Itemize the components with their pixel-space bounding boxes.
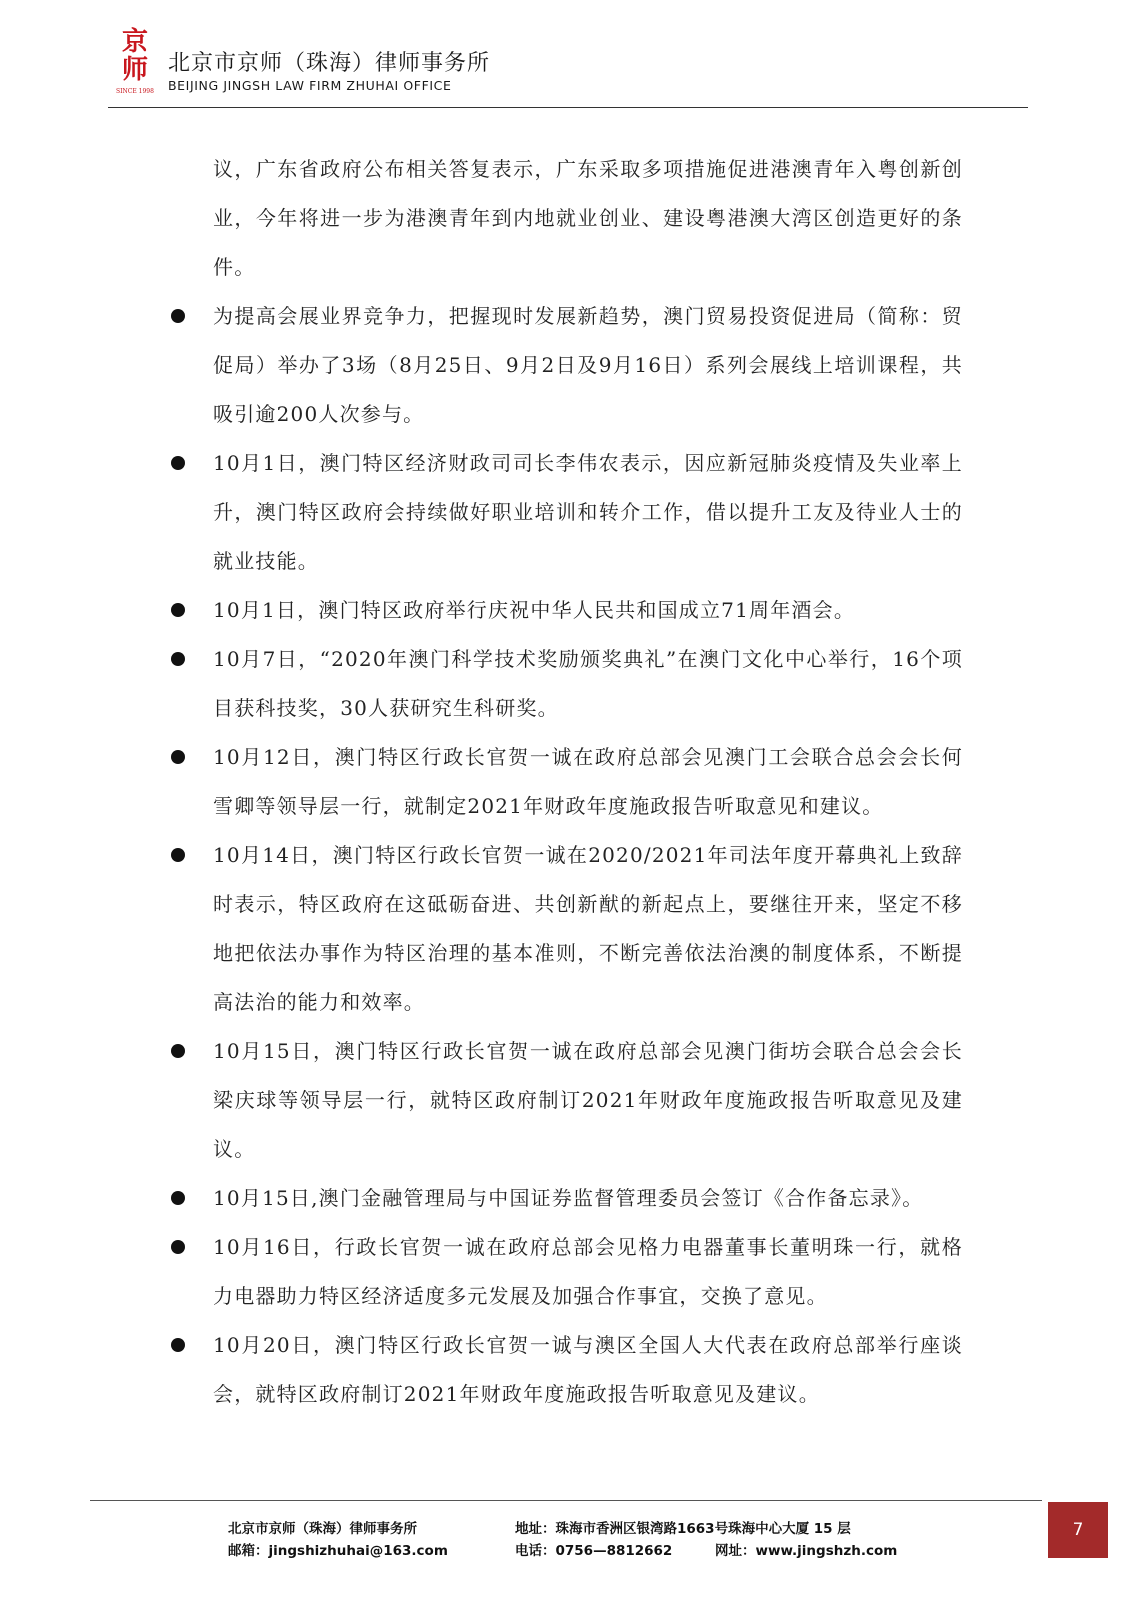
list-item-text: 10月14日，澳门特区行政长官贺一诚在2020/2021年司法年度开幕典礼上致辞时表示，特区政府在这砥砺奋进、共创新猷的新起点上，要继往开来，坚定不移地把依法办事作为特区治理的基本准则，不断完善依法治澳的制度体系，不断提高法治的能力和效率。 (213, 843, 963, 1014)
list-item (213, 1027, 963, 1174)
paragraph (213, 145, 963, 292)
list-item (213, 1223, 963, 1321)
bullet-icon (171, 603, 185, 617)
bullet-icon (171, 309, 185, 323)
logo-char-bottom: 师 (121, 55, 148, 85)
page-number: 7 (1048, 1502, 1108, 1558)
bullet-icon (171, 652, 185, 666)
footer-website: 网址：www.jingshzh.com (715, 1543, 898, 1559)
list-item (213, 831, 963, 1027)
logo-since: SINCE 1998 (116, 88, 154, 95)
bullet-icon (171, 1191, 185, 1205)
footer-email: 邮箱：jingshizhuhai@163.com (228, 1543, 448, 1559)
logo-char-top: 京 (121, 27, 148, 57)
page-footer (0, 1505, 1131, 1565)
bullet-icon (171, 1044, 185, 1058)
list-item (213, 439, 963, 586)
footer-phone: 电话：0756—8812662 (515, 1543, 673, 1559)
bullet-icon (171, 1338, 185, 1352)
paragraph-text: 议，广东省政府公布相关答复表示，广东采取多项措施促进港澳青年入粤创新创业，今年将进一步为港澳青年到内地就业创业、建设粤港澳大湾区创造更好的条件。 (213, 157, 963, 279)
list-item-text: 10月16日，行政长官贺一诚在政府总部会见格力电器董事长董明珠一行，就格力电器助力特区经济适度多元发展及加强合作事宜，交换了意见。 (213, 1235, 963, 1308)
footer-divider (90, 1500, 1042, 1501)
footer-firm-name: 北京市京师（珠海）律师事务所 (228, 1521, 417, 1537)
firm-name-cn: 北京市京师（珠海）律师事务所 (168, 51, 491, 76)
header-divider (108, 107, 1028, 108)
list-item-text: 10月1日，澳门特区政府举行庆祝中华人民共和国成立71周年酒会。 (213, 598, 856, 622)
firm-logo (112, 27, 158, 95)
list-item-text: 10月1日，澳门特区经济财政司司长李伟农表示，因应新冠肺炎疫情及失业率上升，澳门特区政府会持续做好职业培训和转介工作，借以提升工友及待业人士的就业技能。 (213, 451, 963, 573)
list-item (213, 1321, 963, 1419)
list-item-text: 为提高会展业界竞争力，把握现时发展新趋势，澳门贸易投资促进局（简称：贸促局）举办了3场（8月25日、9月2日及9月16日）系列会展线上培训课程，共吸引逾200人次参与。 (213, 304, 963, 426)
list-item-text: 10月20日，澳门特区行政长官贺一诚与澳区全国人大代表在政府总部举行座谈会，就特区政府制订2021年财政年度施政报告听取意见及建议。 (213, 1333, 963, 1406)
list-item (213, 292, 963, 439)
list-item (213, 586, 963, 635)
list-item (213, 635, 963, 733)
bullet-icon (171, 848, 185, 862)
firm-name-en: BEIJING JINGSH LAW FIRM ZHUHAI OFFICE (168, 78, 452, 93)
bullet-icon (171, 750, 185, 764)
list-item-text: 10月15日，澳门特区行政长官贺一诚在政府总部会见澳门街坊会联合总会会长梁庆球等领导层一行，就特区政府制订2021年财政年度施政报告听取意见及建议。 (213, 1039, 963, 1161)
bullet-icon (171, 1240, 185, 1254)
list-item (213, 733, 963, 831)
list-item-text: 10月12日，澳门特区行政长官贺一诚在政府总部会见澳门工会联合总会会长何雪卿等领导层一行，就制定2021年财政年度施政报告听取意见和建议。 (213, 745, 963, 818)
list-item (213, 1174, 963, 1223)
list-item-text: 10月15日,澳门金融管理局与中国证券监督管理委员会签订《合作备忘录》。 (213, 1186, 924, 1210)
bullet-icon (171, 456, 185, 470)
document-body (0, 145, 1131, 1419)
page-header (108, 22, 1028, 108)
list-item-text: 10月7日，“2020年澳门科学技术奖励颁奖典礼”在澳门文化中心举行，16个项目获科技奖，30人获研究生科研奖。 (213, 647, 963, 720)
footer-address: 地址：珠海市香洲区银湾路1663号珠海中心大厦 15 层 (515, 1521, 851, 1537)
